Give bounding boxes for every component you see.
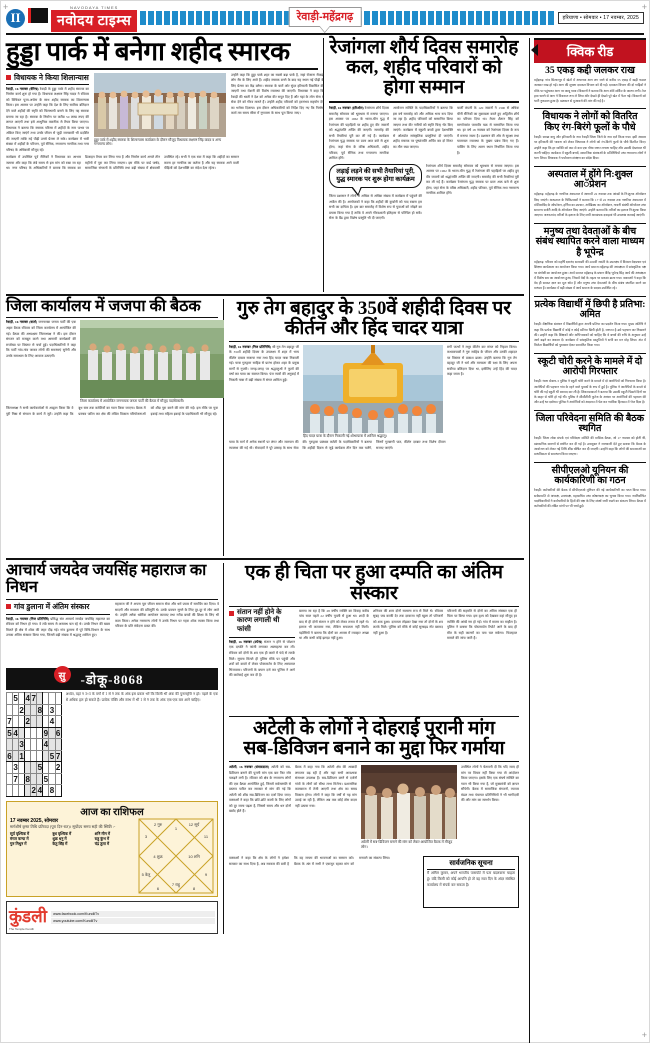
sudoku-cell[interactable]: 5 — [49, 751, 55, 761]
chita-headline: एक ही चिता पर हुआ दम्पति का अंतिम संस्कार — [244, 562, 503, 604]
quick-read-item-body: रेवाड़ी: जिला लोक संपर्क एवं परिवेदना समिति की मासिक बैठक, जो 17 नवम्बर को होनी थी, प्रशासनिक कारणों से स्थगित कर दी गई है। उपायुक्त ने जानकारी देते हुए बताया कि बैठक के आयोजन को लेकर नई तिथि शीघ्र घोषित कर दी जाएगी। उन्होंने कहा कि लोगों की समस्याओं का प्राथमिकता से समाधान किया जाएगा। — [534, 436, 646, 457]
acharya-dateline: रेवाड़ी, 16 नवम्बर (निज प्रतिनिधि) — [6, 616, 49, 621]
rezangla-bubble-col — [329, 164, 422, 292]
rashifal-planet: गुरु मिथुन में — [10, 842, 27, 846]
sudoku-row — [7, 739, 62, 751]
lead-photo-caption: हुड्डा पार्क में शहीद स्मारक के शिलान्यास कार्यक्रम के दौरान मौजूद विधायक लक्ष्मण सिंह यादव व अन्य गणमान्य लोग। — [94, 137, 222, 147]
lead-headline: हुड्डा पार्क में बनेगा शहीद स्मारक — [6, 37, 290, 66]
quick-read-header: क्विक रीड — [534, 38, 646, 63]
rashifal-widget — [6, 801, 218, 897]
jjp-body-lower: जिलाध्यक्ष ने सभी कार्यकर्ताओं से आह्वान किया कि वे पूरी निष्ठा से संगठन के कार्य में जुटें। उन्होंने कहा कि बूथ स्तर तक कमेटियों का गठन किया जाएगा। बैठक में प्रस्ताव पारित कर क्षेत्र की लंबित विकास परियोजनाओं को शीघ्र पूरा करने की मांग की गई। इस मौके पर युवा इकाई तथा महिला इकाई के पदाधिकारी भी मौजूद रहे। — [6, 406, 218, 416]
sudoku-cell[interactable]: 7 — [55, 751, 61, 761]
sudoku-cell[interactable]: 2 — [19, 705, 24, 715]
crop-mark-tr: + — [641, 2, 647, 12]
ateli-bottom — [229, 856, 519, 908]
sudoku-cell[interactable]: 9 — [43, 728, 49, 738]
quick-read-item[interactable] — [534, 414, 646, 458]
sudoku-cell[interactable]: 4 — [49, 717, 55, 727]
rezangla-headline: रेजांगला शौर्य दिवस समारोह कल, शहीद परिवारों को होगा सम्मान — [329, 37, 519, 99]
lead-body-col1: रेवाड़ी, 16 नवम्बर (वीरेन्द्र) रेवाड़ी के हुड्डा पार्क में शहीद स्मारक का निर्माण कार्य शुरू हो गया है। विधायक लक्ष्मण सिंह यादव ने रविवार को विधिवत पूजा-अर्चना के साथ शहीद स्मारक का शिलान्यास किया। इस अवसर पर उन्होंने कहा कि देश के लिए सर्वोच्च बलिदान देने वाले शहीदों की स्मृति को चिरस्थायी बनाने के लिए यह स्मारक बनाया जा रहा है। स्मारक के निर्माण पर करीब 50 लाख रुपए की लागत आएगी तथा इसे आधुनिक तकनीक से तैयार किया जाएगा। विधायक ने बताया कि स्मारक परिसर में शहीदों के नाम पत्थर पर अंकित किए जाएंगे तथा उनके जीवन से जुड़ी जानकारी भी प्रदर्शित की जाएगी ताकि नई पीढ़ी उनसे प्रेरणा ले सके। कार्यक्रम में भारी संख्या में शहीदों के परिजन, पूर्व सैनिक, गणमान्य नागरिक तथा नगर परिषद के अधिकारी मौजूद रहे। — [6, 86, 89, 152]
sudoku-cell[interactable]: 5 — [13, 694, 18, 704]
chita-body-1: रेवाड़ी, 16 नवम्बर (उपेन्द्र) संतान न होने से परेशान एक दम्पति ने फांसी लगाकर आत्महत्या कर ली। रविवार को दोनों के शव एक ही कमरे में फंदे से लटके मिले। सूचना मिलते ही पुलिस मौके पर पहुंची और शवों को कब्जे में लेकर पोस्टमार्टम के लिए अस्पताल भिजवाया। परिजनों के बयान दर्ज कर पुलिस ने आगे की कार्रवाई शुरू कर दी है। — [229, 639, 295, 678]
paper-name-hindi: नवोदय टाइम्स — [51, 10, 137, 32]
ateli-photo-block — [361, 765, 457, 853]
rezangla-callout-bubble: लड़ाई लड़ने की सभी तैयारियां पूरी, युद्ध स्मारक पर शुरू होगा कार्यक्रम — [329, 164, 422, 189]
chita-col3 — [373, 609, 443, 714]
quick-read-item-body: रेवाड़ी: स्वच्छ वायु और हरियाली के नाम रेवाड़ी जिला जिले के नाम दर्ज किया गया। इसी अवसर पर हरियाली की भावना को लेकर विधायक ने लोगों को रंग-बिरंगे फूलों के पौधे वितरित किए। उन्होंने कहा कि हर व्यक्ति को कम से कम एक पौधा जरूर लगाना चाहिए और उसकी देखभाल भी करनी चाहिए। कार्यक्रम में स्कूली बच्चों, सामाजिक संस्थाओं के प्रतिनिधियों तथा गणमान्य लोगों ने भाग लिया। विधायक ने पर्यावरण संरक्षण का संदेश दिया। — [534, 135, 646, 161]
notice-title: सार्वजनिक सूचना — [427, 859, 515, 870]
rashifal-date: 17 नवम्बर 2025, सोमवार — [10, 817, 59, 824]
jjp-headline: जिला कार्यालय में जजपा की बैठक — [6, 297, 201, 315]
rezangla-body-1: रेवाड़ी, 16 नवम्बर (हरिओम) रेजांगला शौर्य दिवस समारोह सोमवार को धूमधाम से मनाया जाएगा। इस अवसर पर 1962 के भारत-चीन युद्ध में रेजांगला की पहाड़ियों पर शहीद हुए वीर जवानों को श्रद्धांजलि अर्पित की जाएगी। समारोह की सभी तैयारियां पूरी कर ली गई हैं। कार्यक्रम रेजांगला युद्ध स्मारक पर प्रातः आठ बजे से शुरू होगा, जहां सेना के वरिष्ठ अधिकारी, शहीद परिवार, पूर्व सैनिक तथा गणमान्य नागरिक शामिल होंगे। — [329, 106, 389, 161]
jjp-story — [6, 299, 224, 557]
sudoku-rules: अर्थात, यहां न 3×3 के वर्गों में 1 से 9 तक के अंक इस प्रकार भरें कि किसी भी अंक की पुनरावृत्ति न हो। पहले के एक से अधिक हल हो सकते हैं। प्रत्येक पंक्ति और स्तंभ में भी 1 से 9 तक के अंक एक-एक बार आने चाहिए। — [65, 692, 218, 703]
rezangla-story — [329, 38, 519, 292]
guru-dateline: रेवाड़ी, 16 नवम्बर (निज प्रतिनिधि) — [229, 344, 271, 349]
rezangla-body-4a: जिला प्रशासन ने लोगों से अधिक से अधिक संख्या में कार्यक्रम में पहुंचने की अपील की है। आयोजकों ने कहा कि शहीदों की कुर्बानी को याद रखना हम सभी का दायित्व है। इस बार समारोह में विशेष रूप से युवाओं को जोड़ने का प्रयास किया गया है ताकि वे अपने गौरवशाली इतिहास से परिचित हो सकें। सेना के बैंड द्वारा विशेष प्रस्तुति भी दी जाएगी। — [329, 194, 422, 221]
ateli-body-4: वक्ताओं ने कहा कि क्षेत्र के लोगों ने हमेशा सरकार का साथ दिया है, अब सरकार की बारी है कि वह जनता की भावनाओं का सम्मान करे। बैठक के अंत में सभी ने एकजुट रहकर मांग को मनवाने का संकल्प लिया। — [229, 856, 391, 866]
sudoku-cell[interactable]: 3 — [13, 763, 18, 773]
sudoku-cell[interactable] — [55, 693, 61, 705]
quick-read-item[interactable] — [534, 227, 646, 292]
sudoku-cell[interactable]: 3 — [49, 705, 55, 715]
chita-col2 — [299, 609, 369, 714]
rashifal-planet: बुध वृश्चिक में — [52, 832, 72, 836]
masthead-black-block — [28, 8, 48, 23]
guru-photo — [303, 345, 443, 433]
rezangla-col1 — [329, 106, 389, 161]
rezangla-col3 — [457, 106, 519, 161]
guru-col1 — [229, 345, 299, 439]
acharya-col1 — [6, 602, 110, 664]
main-content-area — [6, 38, 524, 1043]
edition-tab[interactable]: रेवाड़ी-महेंद्रगढ़ — [289, 7, 362, 27]
chita-dateline: रेवाड़ी, 16 नवम्बर (उपेन्द्र) — [229, 639, 263, 644]
svg-text:9: 9 — [204, 871, 208, 877]
quick-read-item-body: महेंद्रगढ़: परिवार को महर्षि दयानंद सरस्वती की 200वीं जयंती के उपलक्ष्य में विशाल वेदप्रचार एवं शिक्षण कार्यशाला का आयोजन किया गया। आर्य समाज महेंद्रगढ़ की अध्यक्षता में सांस्कृतिक पक्ष पर संगोष्ठी का आयोजन हुआ। आर्य समाज महेंद्रगढ़ के प्रधान वीरेंद्र भूपेन्द्र सिंह आर्य की अध्यक्षता में विशेष सत्र का आयोजन हुआ, जिसमें वेदों के महत्व पर प्रकाश डाला गया। वक्ताओं ने कहा कि वेद ही समस्त ज्ञान का मूल स्रोत हैं और मनुष्य तथा देवताओं के बीच संबंध स्थापित करने का माध्यम हैं। कार्यक्रम में बड़ी संख्या में आर्य समाज के सदस्य उपस्थित रहे। — [534, 259, 646, 291]
ateli-top — [229, 765, 519, 853]
acharya-body-2: महाराज जी ने अपना पूरा जीवन समाज सेवा और धर्म प्रचार में समर्पित कर दिया। वे सादगी और सरलता की प्रतिमूर्ति थे। उनके प्रवचन सुनने के लिए दूर-दूर से लोग आते थे। उन्होंने अनेक धार्मिक आयोजन करवाए तथा गरीब बच्चों की शिक्षा के लिए भी काम किया। अनेक गणमान्य लोगों ने उनके निधन पर गहरा शोक व्यक्त किया तथा परिवार के प्रति संवेदना प्रकट की। — [115, 602, 219, 629]
rashifal-planet: केतु सिंह में — [52, 842, 68, 846]
guru-body-2: रागी जत्थों ने मधुर कीर्तन कर संगत को निहाल किया। कथावाचकों ने गुरु साहिब के जीवन और उनकी शहादत पर विस्तार से प्रकाश डाला। उन्होंने बताया कि गुरु तेग बहादुर जी ने धर्म और मानवता की रक्षा के लिए अपना सर्वोच्च बलिदान दिया था, इसीलिए उन्हें हिंद की चादर कहा जाता है। — [447, 344, 517, 377]
page-body — [6, 38, 644, 1043]
paper-logo-mark: II — [6, 9, 25, 28]
guru-headline: गुरु तेग बहादुर के 350वें शहीदी दिवस पर कीर्तन और हिंद चादर यात्रा — [236, 297, 512, 339]
jjp-photo-caption: जिला कार्यालय में आयोजित जननायक जनता पार्टी की बैठक में मौजूद पदाधिकारी। — [80, 399, 185, 404]
guru-col3 — [447, 345, 517, 439]
ad-links — [51, 911, 215, 924]
sudoku-title: -डोकू-8068 — [80, 672, 144, 688]
chita-body-3: शनिवार की शाम दोनों सामान्य रूप से मिले थे। रविवार सुबह जब काफी देर तक दरवाजा नहीं खुला तो परिजनों को शक हुआ। दरवाजा तोड़कर देखा गया तो दोनों के शव लटके मिले। पुलिस को मौके से कोई सुसाइड नोट बरामद नहीं हुआ है। — [373, 608, 443, 635]
sudoku-cell[interactable]: 7 — [31, 694, 36, 704]
rashifal-text-col — [10, 818, 134, 894]
rashifal-row — [10, 818, 214, 894]
rezangla-cols-bottom — [329, 164, 519, 292]
ateli-bottom-text — [229, 856, 419, 908]
rashifal-planet: सूर्य वृश्चिक में — [10, 832, 30, 836]
masthead — [6, 5, 644, 31]
sudoku-cell[interactable]: 5 — [37, 763, 43, 773]
sudoku-cell[interactable]: 4 — [43, 740, 49, 750]
ateli-dateline: अटेली, 16 नवम्बर (संवाददाता) — [229, 765, 270, 770]
chita-kicker: संतान नहीं होने के कारण लगाली थी फांसी — [229, 609, 295, 635]
jjp-photo — [80, 320, 224, 398]
quick-read-item-headline: प्रत्येक विद्यार्थी में छिपी है प्रतिभा: अमित — [534, 299, 646, 321]
sudoku-cell[interactable]: 5 — [7, 728, 12, 738]
quick-read-item[interactable] — [534, 66, 646, 104]
sudoku-row — [6, 692, 218, 797]
sudoku-cell[interactable]: 8 — [25, 774, 30, 784]
chita-col4 — [447, 609, 517, 714]
crop-mark-tl: + — [3, 2, 9, 12]
sudoku-row — [7, 716, 62, 728]
quick-read-item-body: महेंद्रगढ़: गांव सिलारपुर में खेतों में अचानक आग लग जाने से करीब 35 एकड़ में खड़ी फसल जलकर राख हो गई। आग की सूचना दमकल विभाग को दी गई। दमकल विभाग की दो गाड़ियों ने मौके पर पहुंचकर आग पर काबू पाया। किसानों ने बताया कि आग शॉर्ट सर्किट के कारण लगी। तेज हवा चलने से आग ने विकराल रूप ले लिया और देखते ही देखते पूरे खेत में फैल गई। किसानों को भारी नुकसान हुआ है। प्रशासन से मुआवजे की मांग की गई है। — [534, 78, 646, 104]
paper-name-latin: NAVODAYA TIMES — [69, 4, 119, 10]
quick-read-item-headline: सीपीएलओ यूनियन की कार्यकारिणी का गठन — [551, 465, 629, 487]
sudoku-cell[interactable]: 3 — [19, 740, 24, 750]
lead-dateline: रेवाड़ी, 16 नवम्बर (वीरेन्द्र) — [6, 86, 39, 91]
rezangla-body-4b: रेजांगला शौर्य दिवस समारोह सोमवार को धूमधाम से मनाया जाएगा। इस अवसर पर 1962 के भारत-चीन युद्ध में रेजांगला की पहाड़ियों पर शहीद हुए वीर जवानों को श्रद्धांजलि अर्पित की जाएगी। समारोह की सभी तैयारियां पूरी कर ली गई हैं। कार्यक्रम रेजांगला युद्ध स्मारक पर प्रातः आठ बजे से शुरू होगा, जहां सेना के वरिष्ठ अधिकारी, शहीद परिवार, पूर्व सैनिक तथा गणमान्य नागरिक शामिल होंगे। — [426, 163, 519, 196]
kundli-tv-ad[interactable] — [6, 901, 218, 934]
acharya-kicker: गांव डुलाना में अंतिम संस्कार — [6, 602, 110, 611]
quick-read-item[interactable] — [534, 300, 646, 349]
quick-read-separator — [534, 410, 646, 411]
jjp-photo-block — [80, 320, 224, 404]
third-band — [6, 563, 524, 933]
rezangla-dateline: रेवाड़ी, 16 नवम्बर (हरिओम) — [329, 106, 364, 111]
lead-body-col3: उन्होंने कहा कि हुड्डा पार्क शहर का सबसे बड़ा पार्क है, जहां रोजाना सैकड़ों लोग सैर के लिए आते हैं। शहीद स्मारक बनने के बाद यह स्थान नई पीढ़ी के लिए प्रेरणा का केंद्र बनेगा। स्मारक के चारों ओर सुंदर हरियाली विकसित की जाएगी तथा रोशनी की विशेष व्यवस्था की जाएगी। विधायक ने कहा कि रेवाड़ी की धरती ने देश को अनेक वीर सपूत दिए हैं और यहां के लोग सेना में सेवा देने को गौरव मानते हैं। उन्होंने शहीद परिवारों को हरसंभव सहयोग देने का भरोसा दिलाया। इस दौरान अधिकारियों को निर्देश दिए गए कि निर्माण कार्य तय समय सीमा में गुणवत्ता के साथ पूरा किया जाए। — [231, 72, 324, 116]
sudoku-cell[interactable]: 4 — [37, 786, 43, 796]
sudoku-badge: सु — [54, 666, 71, 683]
rashifal-planet: शुक्र धनु में — [52, 837, 67, 841]
sudoku-header — [6, 668, 218, 690]
sudoku-row — [7, 773, 62, 785]
sudoku-cell[interactable] — [55, 785, 61, 797]
rashifal-planet: शनि मीन में — [94, 832, 111, 836]
lead-photo — [94, 73, 226, 137]
svg-text:3: 3 — [144, 833, 148, 839]
quick-read-item-headline: 35 एकड़ कद्दी जलकर राख — [545, 66, 635, 76]
lead-body-lower: कार्यक्रम में उपस्थित पूर्व सैनिकों ने विधायक का आभार जताया और कहा कि लंबे समय से इस मांग को रखा जा रहा था। नगर परिषद के अधिकारियों ने बताया कि स्मारक का डिजाइन तैयार कर लिया गया है और निर्माण कार्य अगले तीन महीनों में पूरा कर लिया जाएगा। इस मौके पर वार्ड पार्षद, सामाजिक संगठनों के प्रतिनिधि तथा बड़ी संख्या में क्षेत्रवासी उपस्थित रहे। सभी ने एक स्वर में कहा कि शहीदों का सम्मान करना हर नागरिक का कर्तव्य है और यह स्मारक आने वाली पीढ़ियों को देशभक्ति का संदेश देता रहेगा। — [6, 155, 239, 171]
ad-logo-block — [9, 904, 47, 931]
sudoku-cell[interactable]: 5 — [43, 774, 49, 784]
sudoku-row — [7, 750, 62, 762]
quick-read-sidebar — [529, 38, 646, 1043]
public-notice-box — [423, 856, 519, 908]
sudoku-cell[interactable]: 2 — [25, 717, 30, 727]
guru-body-lower: यात्रा के मार्ग में अनेक स्थानों पर लंगर और जलपान की व्यवस्था की गई थी। सेवादारों ने पूरे उत्साह के साथ सेवा की। गुरुद्वारा प्रबंधक कमेटी के पदाधिकारियों ने बताया कि शहीदी दिवस से जुड़े कार्यक्रम तीन दिन तक चलेंगे, जिनमें गुरबाणी पाठ, कीर्तन दरबार तथा विशेष दीवान सजाए जाएंगे। — [229, 440, 446, 450]
sudoku-cell[interactable]: 2 — [55, 763, 61, 773]
svg-text:12 सूर्य: 12 सूर्य — [188, 821, 200, 827]
sudoku-row — [7, 762, 62, 774]
ateli-col2 — [295, 765, 357, 853]
quick-read-item-body: महेंद्रगढ़: महेंद्रगढ़ के नागरिक अस्पताल में आगामी 22 नवम्बर तक आंखों के नि:शुल्क ऑपरेशन किए जाएंगे। अस्पताल के चिकित्सकों ने बताया कि 17 से 22 नवम्बर तक नागरिक अस्पताल में मोतियाबिंद के ऑपरेशन, हर्निया का उपचार, अपेंडिक्स का ऑपरेशन, गायनी संबंधी ऑपरेशन तथा सामान्य सर्जरी आदि के ऑपरेशन किए जाएंगे। उन्होंने बताया कि मरीजों का इलाज नि:शुल्क किया जाएगा। जरूरतमंद मरीजों के इलाज के लिए सभी आवश्यक दवाइयां भी उपलब्ध करवाई जाएंगी। — [534, 192, 646, 218]
sudoku-row — [7, 704, 62, 716]
quick-read-separator — [534, 462, 646, 463]
paper-nameplate — [51, 5, 137, 32]
jjp-body-1: रेवाड़ी, 16 नवम्बर (वार्ता) जननायक जनता पार्टी की एक अहम बैठक रविवार को जिला कार्यालय में आयोजित की गई। बैठक की अध्यक्षता जिलाध्यक्ष ने की। इस दौरान संगठन को मजबूत करने तथा आगामी कार्यक्रमों की रूपरेखा पर विस्तार से चर्चा हुई। पदाधिकारियों ने कहा कि पार्टी गांव-गांव जाकर लोगों की समस्याएं सुनेगी और उनके समाधान के लिए आवाज उठाएगी। — [6, 320, 76, 358]
notice-body: मैं अनिल कुमार, अपने भारतीय पासपोर्ट में पता बदलवाना चाहता हूं। यदि किसी को कोई आपत्ति हो तो वह सात दिन के अंदर संबंधित कार्यालय में संपर्क कर सकता है। — [427, 871, 515, 887]
quick-read-item[interactable] — [534, 112, 646, 161]
svg-text:10 शनि: 10 शनि — [188, 853, 200, 859]
sudoku-widget — [6, 668, 218, 797]
rashifal-planet: राहु कुंभ में — [94, 837, 110, 841]
kundli-diagram — [138, 818, 214, 894]
quick-read-list — [534, 66, 646, 509]
rezangla-cols-top — [329, 106, 519, 161]
guru-photo-caption: हिंद चादर यात्रा के दौरान निकाली गई शोभायात्रा में शामिल श्रद्धालु। — [303, 433, 387, 438]
sudoku-row — [7, 785, 62, 797]
quick-read-separator — [534, 166, 646, 167]
quick-read-item-headline: स्कूटी चोरी करने के मामले में दो आरोपी गिरफ्तार — [537, 356, 643, 378]
sudoku-cell[interactable]: 4 — [13, 728, 18, 738]
svg-text:1: 1 — [174, 825, 178, 831]
top-band — [6, 38, 524, 292]
centre-lower-divider — [229, 716, 519, 717]
quick-read-item-body: रेवाड़ी: शैक्षणिक संस्थान में विद्यार्थियों द्वारा अपनी प्रतिभा का प्रदर्शन किया गया। मुख्य अतिथि ने कहा कि प्रत्येक विद्यार्थी में कोई न कोई प्रतिभा छिपी होती है, जरूरत है उसे पहचान कर निखारने की। उन्होंने कहा कि शिक्षकों और अभिभावकों को चाहिए कि वे बच्चों की रुचि के अनुसार उन्हें आगे बढ़ने का अवसर दें। कार्यक्रम में सांस्कृतिक प्रस्तुतियों ने सभी का मन मोह लिया। अंत में विजेता विद्यार्थियों को पुरस्कार देकर सम्मानित किया गया। — [534, 322, 646, 348]
sudoku-row — [7, 693, 62, 705]
sudoku-cell[interactable]: 4 — [25, 694, 30, 704]
sudoku-cell[interactable]: 8 — [49, 786, 55, 796]
ateli-col1 — [229, 765, 291, 853]
ateli-body-2: बैठक में कहा गया कि अटेली क्षेत्र की आबादी लगातार बढ़ रही है और यहां सभी आवश्यक संसाधन उपलब्ध हैं। सब-डिविजन बनने से दर्जनों गांवों के लोगों को सीधा लाभ मिलेगा। प्रशासनिक कामकाज में तेजी आएगी तथा क्षेत्र का समग्र विकास होगा। लोगों ने कहा कि वर्षों से यह मांग उठाई जा रही है, लेकिन अब तक कोई ठोस कदम नहीं उठाया गया। — [295, 765, 357, 808]
chita-col1 — [229, 609, 295, 714]
rezangla-body-2: आयोजन समिति के पदाधिकारियों ने बताया कि इस वर्ष समारोह को और अधिक भव्य रूप दिया जा रहा है। शहीद परिवारों को सम्मानित किया जाएगा तथा वीर नारियों को स्मृति चिन्ह भेंट किए जाएंगे। कार्यक्रम में स्कूली बच्चों द्वारा देशभक्ति से ओतप्रोत सांस्कृतिक प्रस्तुतियां दी जाएंगी। शहीद स्मारक पर पुष्पांजलि अर्पित कर दो मिनट का मौन रखा जाएगा। — [393, 106, 453, 149]
guru-top — [229, 345, 519, 439]
chita-body-4: परिजनों की सहमति से दोनों का अंतिम संस्कार एक ही चिता पर किया गया। इस दृश्य को देखकर वहां मौजूद हर व्यक्ति की आंखें नम हो गईं। गांव में मातम का माहौल है। पुलिस ने बताया कि पोस्टमार्टम रिपोर्ट आने के बाद ही मौत के सही कारणों का पता चल सकेगा। फिलहाल मामले की जांच जारी है। — [447, 608, 517, 641]
guru-story — [229, 299, 519, 557]
sudoku-cell[interactable]: 7 — [13, 774, 18, 784]
lead-kicker-col — [6, 73, 89, 154]
svg-text:5 केतु: 5 केतु — [141, 871, 151, 877]
acharya-story — [6, 563, 224, 933]
ad-logo-text: कुंडली — [9, 906, 48, 926]
rashifal-planet: चंद्र तुला में — [94, 842, 110, 846]
ad-facebook-link[interactable]: www.facebook.com/KundliTv — [51, 911, 215, 917]
sudoku-cell[interactable] — [55, 704, 61, 716]
quick-read-item-headline: जिला परिवेदना समिति की बैठक स्थगित — [535, 413, 645, 435]
chita-body-2: बताया जा रहा है कि 28 वर्षीय व्यक्ति का विवाह करीब पांच साल पहले 22 वर्षीय युवती से हुआ था। शादी के बाद से ही दोनों संतान न होने को लेकर तनाव में रहते थे। इलाज भी करवाया गया, लेकिन सफलता नहीं मिली। पड़ोसियों ने बताया कि दोनों का आपस में व्यवहार अच्छा था और कभी कोई झगड़ा नहीं हुआ। — [299, 608, 369, 641]
crop-mark-br: + — [641, 1030, 647, 1040]
svg-text:2 गुरु: 2 गुरु — [154, 821, 162, 827]
sudoku-cell[interactable] — [55, 773, 61, 785]
acharya-cols — [6, 602, 218, 664]
ateli-photo — [361, 765, 457, 839]
sudoku-cell[interactable]: 6 — [7, 751, 12, 761]
ateli-headline-l1: अटेली के लोगों ने दोहराई पुरानी मांग — [252, 717, 495, 739]
sudoku-cell[interactable]: 6 — [55, 728, 61, 738]
quick-read-separator — [534, 108, 646, 109]
ad-logo-sub: The Temple Kundli — [9, 926, 34, 931]
lead-photo-block — [94, 73, 226, 154]
svg-text:11: 11 — [203, 833, 209, 839]
band-divider-2 — [6, 558, 524, 560]
lead-body-col3-wrap — [231, 73, 324, 154]
rashifal-planet-grid — [10, 832, 134, 847]
lead-rule — [6, 68, 318, 70]
band-divider-1 — [6, 294, 524, 296]
acharya-body-1: रेवाड़ी, 16 नवम्बर (निज प्रतिनिधि) प्रसिद्ध संत आचार्य जयदेव जयसिंह महाराज का रविवार को निधन हो गया। वे लंबे समय से अस्वस्थ चल रहे थे। उनके निधन की खबर मिलते ही क्षेत्र में शोक की लहर दौड़ गई। गांव डुलाना में पूरे विधि-विधान के साथ उनका अंतिम संस्कार किया गया, जिसमें बड़ी संख्या में श्रद्धालु शामिल हुए। — [6, 616, 110, 638]
rashifal-planet: मंगल कन्या में — [10, 837, 29, 841]
centre-lower — [229, 563, 519, 933]
svg-text:6: 6 — [156, 885, 160, 891]
jjp-top — [6, 320, 218, 404]
sudoku-cell[interactable]: 1 — [19, 751, 24, 761]
rezangla-body-3: चार्ली कंपनी के 120 जवानों ने 1300 से अधिक चीनी सैनिकों का मुकाबला करते हुए अद्वितीय शौर्य का परिचय दिया था। मेजर शैतान सिंह को मरणोपरांत परमवीर चक्र से सम्मानित किया गया था। हर वर्ष 18 नवम्बर को रेजांगला दिवस के रूप में मनाया जाता है। प्रशासन की ओर से सुरक्षा तथा यातायात व्यवस्था के पुख्ता प्रबंध किए गए हैं। पार्किंग के लिए अलग स्थान निर्धारित किया गया है। — [457, 106, 519, 155]
sudoku-cell[interactable]: 7 — [7, 717, 12, 727]
masthead-rule — [6, 33, 644, 35]
rezangla-col2 — [393, 106, 453, 161]
rashifal-tithi: मार्गशीर्ष कृष्ण तिथि प्रतिपदा (पूरा दिन-रात)। सूर्योदय समय सही की स्थिति :- — [10, 824, 116, 829]
quick-read-item[interactable] — [534, 170, 646, 219]
quick-read-item-body: रेवाड़ी: कर्मचारियों की बैठक में सीपीएलओ यूनियन की नई कार्यकारिणी का गठन किया गया। सर्वसम्मति से अध्यक्ष, उपाध्यक्ष, महासचिव तथा कोषाध्यक्ष का चुनाव किया गया। नवनिर्वाचित पदाधिकारियों ने कर्मचारियों के हितों की रक्षा के लिए संघर्ष जारी रखने का संकल्प लिया। बैठक में कर्मचारियों की लंबित मांगों पर भी चर्चा हुई। — [534, 488, 646, 509]
svg-text:8: 8 — [192, 885, 196, 891]
ateli-headline-l2: सब-डिविजन बनाने का मुद्दा फिर गर्माया — [243, 738, 505, 760]
guru-photo-block — [303, 345, 443, 439]
ateli-photo-caption: अटेली में सब-डिविजन बनाने की मांग को लेकर आयोजित बैठक में मौजूद लोग। — [361, 840, 453, 849]
guru-body-1: रेवाड़ी, 16 नवम्बर (निज प्रतिनिधि) श्री गुरु तेग बहादुर जी के 350वें शहीदी दिवस के उपलक्ष्य में शहर में भव्य कीर्तन दरबार सजाया गया तथा हिंद चादर यात्रा निकाली गई। यात्रा गुरुद्वारा साहिब से प्रारंभ होकर शहर के प्रमुख मार्गों से गुजरी। जगह-जगह पर श्रद्धालुओं ने फूलों की वर्षा कर यात्रा का स्वागत किया। पंज प्यारों की अगुवाई में निकली यात्रा में बड़ी संख्या में संगत शामिल हुई। — [229, 344, 299, 382]
jjp-dateline: रेवाड़ी, 16 नवम्बर (वार्ता) — [6, 320, 38, 325]
sudoku-cell[interactable]: 2 — [31, 786, 36, 796]
lead-story — [6, 38, 324, 292]
second-band — [6, 299, 524, 557]
quick-read-item[interactable] — [534, 466, 646, 510]
chita-cols — [229, 609, 519, 714]
quick-read-item-body: रेवाड़ी: थाना सेक्टर-3 पुलिस ने स्कूटी चोरी करने के मामले में दो आरोपियों को गिरफ्तार किया है। आरोपियों की पहचान गांव के रहने वाले युवकों के रूप में हुई है। पुलिस ने आरोपियों के कब्जे से चोरी की गई स्कूटी भी बरामद कर ली है। शिकायतकर्ता ने बताया कि उसकी स्कूटी पिछले दिनों घर के बाहर से चोरी हो गई थी। पुलिस ने सीसीटीवी फुटेज के आधार पर आरोपियों की पहचान की और उन्हें धर दबोचा। पुलिस ने आरोपियों को अदालत में पेश कर न्यायिक हिरासत में भेज दिया है। — [534, 379, 646, 405]
rezangla-col4 — [426, 164, 519, 292]
acharya-col2 — [115, 602, 219, 664]
svg-text:7 राहु: 7 राहु — [171, 881, 181, 887]
quick-read-separator — [534, 353, 646, 354]
jjp-col1 — [6, 320, 76, 404]
rashifal-title: आज का राशिफल — [80, 806, 144, 818]
lead-top-row — [6, 72, 324, 154]
quick-read-separator — [534, 296, 646, 297]
ateli-body-3: उपस्थित लोगों ने चेतावनी दी कि यदि जल्द ही मांग पर विचार नहीं किया गया तो आंदोलन किया जाएगा। इसके लिए एक संघर्ष समिति का गठन भी किया गया है, जो मुख्यमंत्री को ज्ञापन सौंपेगी। बैठक में सामाजिक संगठनों, व्यापार मंडल तथा पंचायत प्रतिनिधियों ने भी भागीदारी की और मांग का समर्थन किया। — [461, 765, 519, 803]
sudoku-grid[interactable] — [6, 692, 62, 797]
sudoku-row — [7, 727, 62, 739]
svg-text:4 शुक्र: 4 शुक्र — [153, 853, 163, 859]
acharya-headline: आचार्य जयदेव जयसिंह महाराज का निधन — [6, 562, 207, 597]
quick-read-item-headline: मनुष्य तथा देवताओं के बीच संबंध स्थापित करने वाला माध्यम है भूपेन्द्र — [535, 226, 645, 258]
quick-read-separator — [534, 223, 646, 224]
ateli-body-1: अटेली, 16 नवम्बर (संवाददाता) अटेली को सब-डिविजन बनाने की पुरानी मांग एक बार फिर जोर पकड़ने लगी है। रविवार को क्षेत्र के गणमान्य लोगों की एक बैठक आयोजित हुई, जिसमें सर्वसम्मति से प्रस्ताव पारित कर सरकार से मांग की गई कि अटेली को शीघ्र सब-डिविजन का दर्जा दिया जाए। वक्ताओं ने कहा कि छोटे-छोटे कामों के लिए लोगों को दूर जाना पड़ता है, जिससे समय और धन दोनों बर्बाद होते हैं। — [229, 765, 291, 814]
quick-read-item-headline: अस्पताल में होंगे नि:शुक्ल आॅप्रेशन — [547, 169, 633, 191]
lead-kicker: विधायक ने किया शिलान्यास — [6, 73, 89, 82]
quick-read-item-headline: विधायक ने लोगों को वितरित किए रंग-बिरंगे फूलों के पौधे — [542, 112, 638, 134]
sudoku-cell[interactable] — [55, 716, 61, 728]
quick-read-item[interactable] — [534, 357, 646, 406]
ad-row — [9, 904, 215, 931]
sudoku-cell[interactable]: 8 — [37, 705, 43, 715]
ateli-col4 — [461, 765, 519, 853]
rezangla-rule — [329, 101, 519, 103]
dateline: हरियाणा • सोमवार • 17 नवम्बर, 2025 — [558, 12, 644, 24]
sudoku-cell[interactable] — [55, 739, 61, 751]
ad-youtube-link[interactable]: www.youtube.com/KundliTv — [51, 918, 215, 924]
